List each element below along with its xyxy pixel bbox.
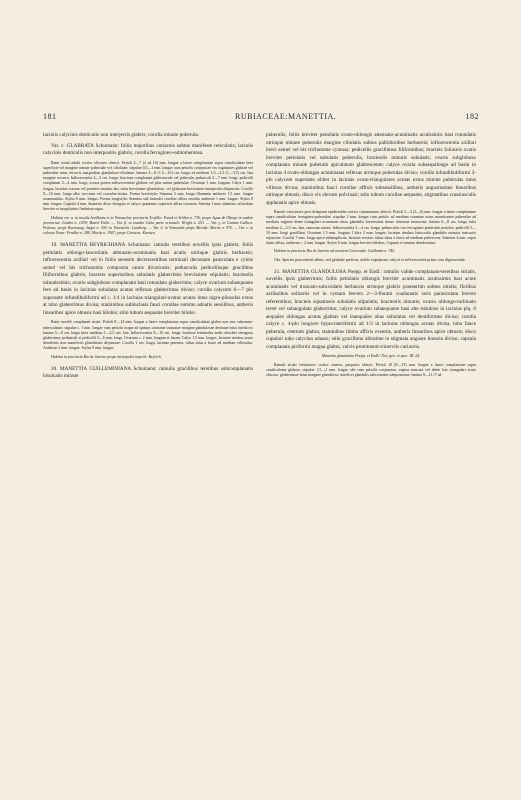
page-number-right: 182 (465, 112, 479, 121)
running-title-right: MANETTIA. (288, 112, 337, 121)
paragraph: Ramuli vetustiores post delapsum epidermidis cortice cinnamomeo obtecti. Petioli 3—4 (2—6) mm. longae a latere complanatae supra canaliculatae ferrugineo-puberulae; stipulae 2 mm. longae cum petiolo ad medium connatae extus minutissime puberulae ad medium vaginae dente triangulari acuminato intus glandulis brevissimis dense obsessae instructae; lamina 6—8 cm. longa infra medium 2—3,5 cm. lata, ramorum minor. Inflorescentia 3—4 cm. longa; pedunculus tres ferrugineo-puberulae petiolae; pedicelli 5—10 mm. longi gracillimi. Ovarium 1,5 mm. longum. Calyx 2 mm. longus; laciniae sinubus latiusculis glandulis minutis instructis sejunctae. Corolla 7 mm. longa apice submuplicata, laciniae erectae, tubus intus a fauce ad medium pubescens. Stamina 4 mm. supra basin affixa, antherae c. 2 mm. longae. Stylus 6 mm. longus breviter bilobus. Capsula et semina desiderantur. (266, 210, 476, 246)
running-header (43, 112, 479, 124)
paragraph: Habitat in provincia Rio de Janeiro prope metropolin imperii: Beyrich. (51, 354, 162, 359)
left-column (43, 132, 253, 767)
paragraph: Obs. Species praecedenti affinis, sed glabritie perfecta, indole stipularum, calycis et inflorescentia primo visu dignoscenda. (274, 257, 466, 262)
paragraph: puberulis; foliis breviter petiolatis ovato-oblongis attenuato-acuminatis acutissimis basi rotundatis utrinque minute puberulis margine ciliolatis subtus pallidioribus herbaceis; inflorescentia axillari brevi semel vel bis trichotome cymosa; pedicellis gracillimus filiformibus; bracteis foliaceis ovatis breviter petiolatis vel subulatis puberulis, bracteolis minutis subulatis; ovario subgloboso complanato minute puberulo apiculatum glabrescente; calyce ovario subaequilongo ad basin in lacinias 4 ovato-oblongas acuminatas reflexas utrinque puberulas diviso; corolla infundibuliformi 3-plo calycem superante obiter in lacinias ovato-triangulares acutas extus minute puberulas intus villosas divisa; staminibus fauci corollae affixis subsessilibus, antheris angustissime linearibus utrinque obtusis; disco vix elevato pulvinari; stilo tubum corollae aequante, stigmatibus crassiusculis applanatis apice obtusis. (266, 132, 476, 206)
paragraph: Habitat var. α. in insulis Antillanis et in Venezuelae provinciis Trujillo: Funck et Schlim n. 736; prope Agua de Obispo in cadem provinciae: Linden n. 1439; Barret Fallo. — Var. β. in insulae Cuba parte orientali: Wright n. 253. — Var. γ. in Guiana Gallica: Poiteau; prope Kuruoung: Sagot n. 300; in Venezuela: Lansberg. — Var. δ. in Venezuela prope Merida: Moritz n. 976. — Var. ε. in colonia Tovar: Fendler n. 289, Moritz n. 1907; prope Caracas: Karsten. (43, 215, 253, 236)
paragraph: Var. ε. GLABRATA Schumann: foliis majoribus coriaceis subtus manifeste reticulatis; laciniis calycinis denticulis non interpositis glabris; corolla ferrugineo-subtomentosa. (43, 142, 253, 156)
running-title-left: RUBIACEAE: (235, 112, 288, 121)
right-column (266, 132, 476, 767)
paragraph: 19. MANETTIA BEYRICHIANA Schumann: ramulis teretibus novellis ipsis glabris; foliis petiolatis oblongo-lanceolatis attenuato-acuminatis basi acutis utrinque glabris herbaceis; inflorescentia axillari vel in foliis senssim decrescentibus terminali decussato paniculata e cymis semel vel bis trichotomis composita ramis divaricatis; pedunculis pedicellisque gracilibus filiformibus glabris; bracteis superioribus subulatis glaberrimis brevissime stipulatis; bracteolis minutissimis; ovario subgloboso complanato basi rotundato glaberrimo; calyce ovarium subaequante fere ad basin in lacinias subulatas acutas reflexas glaberrimas diviso; corolla calycem 6—7 plo superante infundibuliformi ad c. 1/4 in lacinias triangulari-ovatas acutas intus nigro-pilosulas extus at tubo glaberrimus divisa; staminibus subinclusis fauci corollae summo adnatis sessilibus, antheris linearibus apice obtusis basi bilobis; stilo tubum aequante breviter bilobo. (43, 242, 253, 316)
paragraph: Manettia glandulosa Poepp. et Endl.! Nov. gen. et spec. III. 24. (321, 354, 421, 359)
page-number-left: 181 (43, 112, 57, 121)
paragraph: Rami striati adulti cortice olivaceo obtecti. Petioli 4—7 (2 ad 10) mm. longae a latere complanatae supra canaliculatae beta superficie vel margine minute puberulae vel ciliolatae; stipulae 0,5—1 mm. longae cum petiolis conjunctae vix vaginantes glabrae vel puberulae intus verrucis marginibus glandulose-ciliolatae; lamina 4—8 (1,5—10) cm. longa ad medium 1,5—2,5 (1—3,5) cm. lata margine recurva. Inflorescentia 2—3 cm. longa; bracteae complanata glabriuscula vel puberula; pedunculi 3—7 mm. longi, pedicelli complanati 3—4 mm. longi; ocrasa postea inflorescentiae glabrae vel plus minus puberulae. Ovarium 1 mm. longum. Calyx 1 mm. longus, laciniae crassae vel potentes sinubus lati, intus brevissime glanduloso, vel glabratus brevissime interpositis disjunctae. Corolla 8—10 mm. longa albo coccinea vel coerulea-striata. Forma brevistyla: Stamina 2 mm. longa filamenta antherae 1,5 mm. longae acuminatilus. Stylus 6 mm. longus. Forma longistyla: Stamina sub lacinulis corollae affixa sessilia, antherae 1 mm. longae. Stylus 8 mm. longus. Capsula 4 mm. diametro disco elongato et calyce quadrante superiori affixa coronata. Semina 1 mm. diametro orbiculata breviter et irregulariter fimbriata nigra. (43, 160, 253, 212)
paragraph: 21. MANETTIA GLANDULOSA Poepp. et Endl.: ramulis valide complanato-teretibus striatis, novellis ipsis glaberrimis; foliis petiolatis oblongis breviter acuminatis acutissimis basi acute acuminatis vel truncato-subcordatis herbaceis utrinque glabris praesertim subtus nitidis; floribus axillaribus solitariis vel in cymam breven 2—3-floram coadunatis raris panniculam breven referentibus; bracteis squamosis subulatis stipulatis; bracteolis minutis; ovario oblongo-turbinato tereti vel subangulato glaberrimo; calyce ovarium subaequante basi alte tubuloso in lacinias plq. 8 aequales oblongas acutas glabras vel inaequales alias subulatas vel dentiformes diviso; corolla calyce c. 4-plo longiore hypocrateriformi ad 1/3 in lacinias oblongas acutas divisa, tubo fauce puberula, ceterum glabra; staminibus limbo affixis exsertis, antheris linearibus apice obtusis; disco cupulari tubo calycino adnato; stilo gracillimo altissime in stigmata anguste linearia diviso; capsula complanato piriformi magna glabra, valvis prominenti-trinerviis coriaceis. (266, 268, 476, 350)
paragraph: Rami novelli complanati striati. Petioli 8—14 mm. longae a latere complanatae supra canaliculatae glabre non raro subcanna-tuberculatae; stipulae c. 1 mm. longae cum petiolis usque ad spinsas connatae truncatae margine glandulosae dentatae intus interlicet; lamina 5—8 cm. longa infra medium 1—2,5 cm. lata. Inflorescentia 8—15 cm. longa; bracteae terminales nodis obsolete tetragona glaberrima; pedunculi et pedicelli 3—6 mm. longi. Ovarium c. 2 mm. longum et latum. Calyx 1,5 mm. longus, laciniae sinubus acute dentiferiis non manifestis glandulosis disjunctae. Corolla 1 cm. longa, laciniae patentes, tubus intus a fauce ad medium villosulus. Antherae 2 mm. longae. Stylus 9 mm. longus. (43, 320, 253, 351)
paragraph: laciniis calycinis denticulis non interjectis glabris; corolla minute puberula. (43, 132, 200, 138)
paragraph: Ramuli striati vetustiores cortice cinereo, purpureo obtecti. Petioli 10 (8—15) mm. longae a latere complanatae supra canaliculatae glabrae; stipulae 1,5—2 mm. longae alte cum petiolis conjunctae, vagina truncata vel dente lato triangulari acuto obscura, glaberrimae intus margine glanduloso interlicet glandulis subconnatis subpromotae; lamina 9—11 (7 ad (266, 362, 476, 377)
paragraph: 20. MANETTIA GUILLEMINIANA Schumann: ramulis gracilibus teretibus subcomplanatis bisulcatis minute (43, 365, 253, 380)
paragraph: Habitat in provincia Rio de Janeiro ad montem Corcovado: Guillemin n. 740. (274, 249, 396, 254)
